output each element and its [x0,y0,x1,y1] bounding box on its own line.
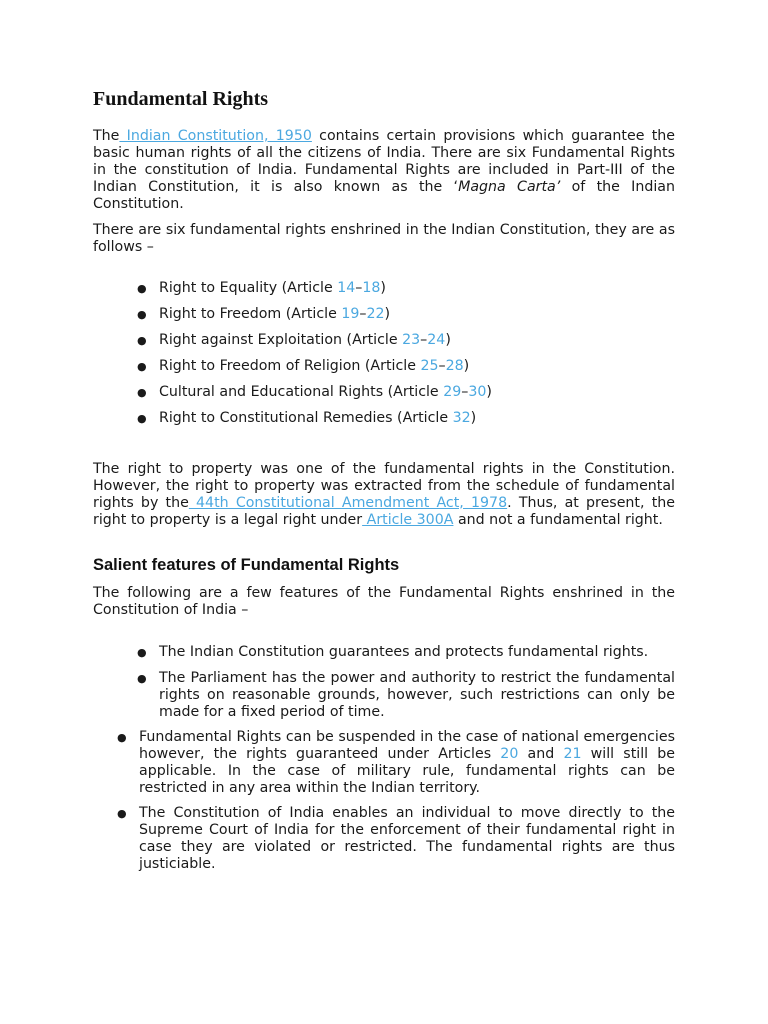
bullet-icon: ● [137,672,147,685]
list-item: ● Right against Exploitation (Article 23–24) [137,332,451,348]
features-list [137,644,675,721]
bullet-icon: ● [137,334,147,347]
intro-text-1: contains certain provisions which guarantee the basic human rights of all the citizens of India. There are six Fundamental Rights in the constitution of India. Fundamental Rights are included in Part-III of the Indian Constitution, it is also known as the ‘ [93,128,675,195]
list-item: ● Fundamental Rights can be suspended in the case of national emergencies however, the rights guaranteed under Articles 20 and 21 will still be applicable. In the case of military rule, fundamental rights can be restricted in any area within the Indian territory. [117,729,676,796]
article-link[interactable]: 25 [420,358,439,374]
bullet-icon: ● [137,360,147,373]
article-link[interactable]: 20 [500,746,519,762]
bullet-icon: ● [137,282,147,295]
list-item: ● The Indian Constitution guarantees and protects fundamental rights. [137,644,649,660]
indian-constitution-link[interactable]: Indian Constitution, 1950 [119,128,312,144]
intro-the: The [93,128,120,144]
features-list-outer [117,729,676,873]
article-link[interactable]: 18 [362,280,381,296]
article-link[interactable]: 24 [427,332,446,348]
amendment-act-link[interactable]: 44th Constitutional Amendment Act, 1978 [188,495,508,511]
list-item: ● Right to Constitutional Remedies (Article 32) [137,410,477,426]
article-link[interactable]: 29 [443,384,462,400]
list-item: ● The Constitution of India enables an individual to move directly to the Supreme Court of India for the enforcement of their fundamental right in case they are violated or restricted. The fundamental rights are thus justiciable. [117,805,675,872]
intro-paragraph [93,128,675,213]
bullet-icon: ● [117,731,127,744]
rights-list [137,280,679,436]
list-item: ● The Parliament has the power and authority to restrict the fundamental rights on reasonable grounds, however, such restrictions can only be made for a fixed period of time. [137,670,675,720]
article-link[interactable]: 19 [341,306,360,322]
bullet-icon: ● [137,386,147,399]
list-item: ● Right to Freedom of Religion (Article 25–28) [137,358,470,374]
article-link[interactable]: 28 [445,358,464,374]
salient-features-heading: Salient features of Fundamental Rights [93,556,400,574]
article-link[interactable]: 32 [452,410,471,426]
list-item: ● Right to Equality (Article 14–18) [137,280,386,296]
page-title: Fundamental Rights [93,88,269,110]
article-300a-link[interactable]: Article 300A [362,512,454,528]
magna-carta-text: Magna Carta’ [458,179,561,195]
property-paragraph: The right to property was one of the fundamental rights in the Constitution. However, the right to property was extracted from the schedule of fundamental rights by the 44th Constitutional Amendment Act, 1978. Thus, at present, the right to property is a legal right under Article 300A and not a fundamental right. [93,461,675,528]
article-link[interactable]: 22 [366,306,385,322]
article-link[interactable]: 14 [337,280,356,296]
bullet-icon: ● [137,646,147,659]
article-link[interactable]: 21 [563,746,582,762]
list-item: ● Cultural and Educational Rights (Article 29–30) [137,384,492,400]
bullet-icon: ● [137,308,147,321]
list-item: ● Right to Freedom (Article 19–22) [137,306,391,322]
bullet-icon: ● [137,412,147,425]
bullet-icon: ● [117,807,127,820]
salient-intro: The following are a few features of the Fundamental Rights enshrined in the Constitution of India – [93,585,675,618]
intro-text-2: of the Indian Constitution. [93,179,675,212]
article-link[interactable]: 23 [402,332,421,348]
article-link[interactable]: 30 [468,384,487,400]
six-rights-intro: There are six fundamental rights enshrined in the Indian Constitution, they are as follows – [93,222,675,255]
